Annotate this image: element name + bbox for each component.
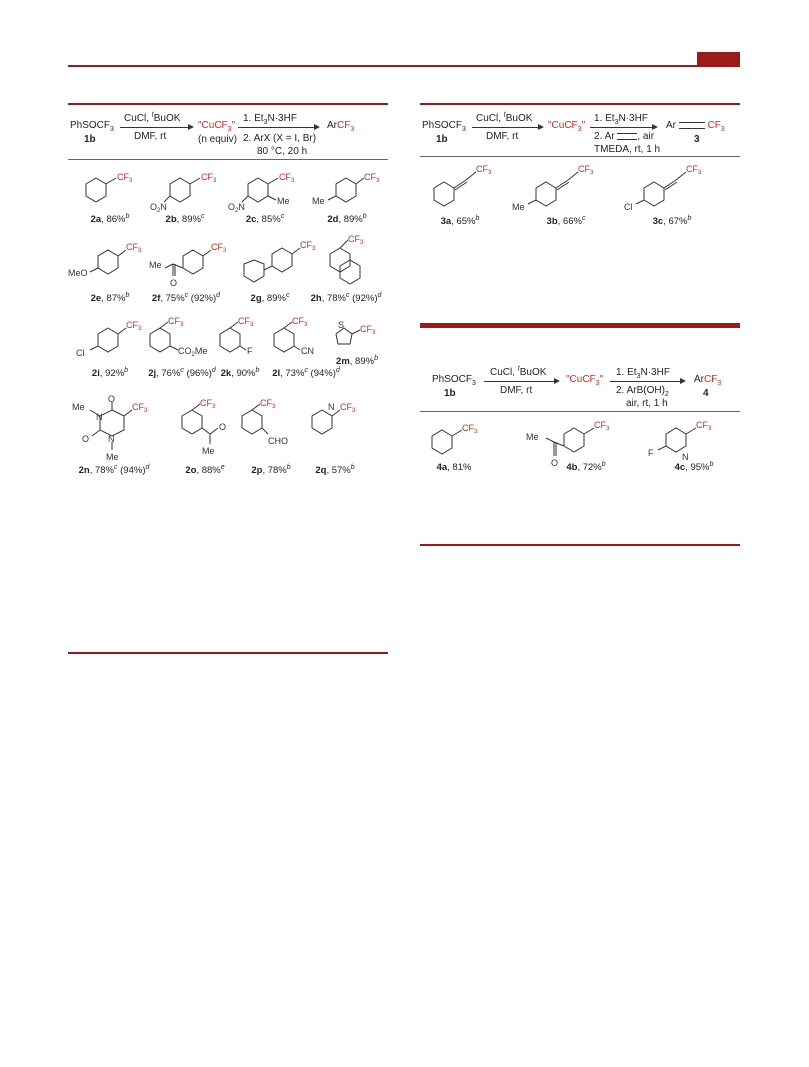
scheme1-step1-conditions: CuCl, $^t$BuOK xyxy=(124,111,181,124)
svg-text:N: N xyxy=(682,452,689,462)
structure-3a xyxy=(428,162,508,212)
scheme1-top-rule xyxy=(68,103,388,105)
scheme3-intermediate: "CuCF$_3$" xyxy=(566,374,604,387)
scheme3-step2-line1: 1. $Et_3N\cdot 3HF$ xyxy=(616,367,670,380)
scheme2-step2-line1: 1. $Et_3N\cdot 3HF$ xyxy=(594,113,648,126)
svg-text:CF3: $CF_3$ xyxy=(360,324,376,336)
scheme2-product: Ar $CF_3$ xyxy=(666,120,725,133)
scheme1-mid-rule xyxy=(68,159,388,160)
scheme1-step2-line1: 1. $Et_3N\cdot 3HF$ xyxy=(243,113,297,126)
scheme3-arrow2 xyxy=(610,381,682,382)
caption-2h: 2h, 78%$^c$ $(92\%)^d$ xyxy=(310,291,382,304)
svg-text:CF3: $CF_3$ xyxy=(126,320,142,332)
svg-text:Me: Me xyxy=(277,196,290,206)
scheme1-step2-line3: 80 °C, 20 h xyxy=(257,146,308,157)
scheme1-arrow1 xyxy=(120,127,190,128)
structure-4c xyxy=(636,416,726,462)
svg-text:CF3: $CF_3$ xyxy=(168,316,184,328)
structure-2e xyxy=(68,238,148,286)
caption-2n: 2n, 78%$^c$ $(94\%)^d$ xyxy=(78,463,150,476)
caption-2b: 2b, 89%$^c$ xyxy=(165,212,205,225)
scheme2-arrow2 xyxy=(590,127,654,128)
scheme2-top-rule xyxy=(420,103,740,105)
svg-text:Cl: Cl xyxy=(76,348,85,358)
scheme2-arrow2-head xyxy=(652,124,658,130)
svg-text:CO2Me: $CO_2Me$ xyxy=(178,346,208,358)
header-tab xyxy=(697,52,740,67)
svg-text:MeO: MeO xyxy=(68,268,88,278)
scheme2-arrow1 xyxy=(472,127,540,128)
caption-2i: 2i, 92%$^b$ xyxy=(91,366,129,379)
svg-text:CF3: $CF_3$ xyxy=(279,172,295,184)
svg-text:CF3: $CF_3$ xyxy=(686,164,702,176)
caption-3c: 3c, 67%$^b$ xyxy=(652,214,692,227)
caption-2f: 2f, 75%$^c$ $(92\%)^d$ xyxy=(151,291,221,304)
scheme3-arrow1-head xyxy=(554,378,560,384)
svg-text:Me: Me xyxy=(106,452,119,462)
structure-3b xyxy=(510,162,600,214)
structure-2m xyxy=(330,316,390,356)
caption-2l: 2l, 73%$^c$ $(94\%)^d$ xyxy=(272,366,340,379)
scheme2-step1-solvent: DMF, rt xyxy=(486,131,519,142)
svg-text:F: F xyxy=(648,448,654,458)
svg-text:CF3: $CF_3$ xyxy=(300,240,316,252)
scheme3-step1-conditions: CuCl, $^t$BuOK xyxy=(490,365,547,378)
structure-3c xyxy=(618,162,708,214)
structure-2a xyxy=(82,168,142,212)
structure-2b xyxy=(150,168,220,212)
svg-text:CF3: $CF_3$ xyxy=(201,172,217,184)
scheme3-reagent-id: 1b xyxy=(444,388,456,399)
scheme2-product-id: 3 xyxy=(694,134,700,145)
svg-text:Me: Me xyxy=(72,402,85,412)
svg-text:O2N: $O_2N$ xyxy=(150,202,167,214)
structure-2c xyxy=(228,168,303,212)
svg-text:CF3: $CF_3$ xyxy=(578,164,594,176)
scheme1-step2-line2: 2. ArX (X = I, Br) xyxy=(243,133,317,144)
caption-3a: 3a, 65%$^b$ xyxy=(440,214,480,227)
scheme3-bottom-rule xyxy=(420,544,740,546)
structure-2f xyxy=(145,238,230,290)
caption-2o: 2o, 88%$^e$ xyxy=(185,463,225,476)
svg-text:CF3: $CF_3$ xyxy=(476,164,492,176)
caption-2q: 2q, 57%$^b$ xyxy=(315,463,355,476)
caption-2m: 2m, 89%$^b$ xyxy=(336,354,378,367)
caption-2c: 2c, 85%$^c$ xyxy=(245,212,285,225)
structure-2p xyxy=(232,396,302,458)
svg-text:CF3: $CF_3$ xyxy=(238,316,254,328)
svg-text:O: O xyxy=(551,458,559,468)
svg-text:Me: Me xyxy=(312,196,325,206)
svg-text:CF3: $CF_3$ xyxy=(696,420,712,432)
scheme3-product-id: 4 xyxy=(703,388,709,399)
scheme2-step1-conditions: CuCl, $^t$BuOK xyxy=(476,111,533,124)
svg-text:CF3: $CF_3$ xyxy=(292,316,308,328)
svg-text:O: O xyxy=(108,394,116,404)
scheme1-product: ArCF$_3$ xyxy=(327,120,355,133)
svg-text:Cl: Cl xyxy=(624,202,633,212)
caption-2d: 2d, 89%$^b$ xyxy=(327,212,367,225)
svg-text:CF3: $CF_3$ xyxy=(211,242,227,254)
structure-2k xyxy=(212,316,272,364)
svg-text:N: N xyxy=(328,402,335,412)
svg-text:CF3: $CF_3$ xyxy=(348,234,364,246)
scheme1-bottom-rule xyxy=(68,652,388,654)
scheme3-step2-line3: air, rt, 1 h xyxy=(626,398,668,409)
caption-2a: 2a, 86%$^b$ xyxy=(90,212,130,225)
scheme2-intermediate: "CuCF$_3$" xyxy=(548,120,586,133)
svg-text:Me: Me xyxy=(512,202,525,212)
structure-2j xyxy=(140,316,220,364)
scheme3-arrow2-head xyxy=(680,378,686,384)
scheme3-step1-solvent: DMF, rt xyxy=(500,385,533,396)
scheme1-arrow2-head xyxy=(314,124,320,130)
svg-text:CF3: $CF_3$ xyxy=(594,420,610,432)
svg-text:CF3: $CF_3$ xyxy=(340,402,356,414)
scheme2-mid-rule xyxy=(420,156,740,157)
svg-text:O: O xyxy=(170,278,178,288)
svg-text:O: O xyxy=(219,422,227,432)
svg-text:N: N xyxy=(108,434,115,444)
scheme3-reagent: PhSOCF$_3$ xyxy=(432,374,476,387)
svg-text:CF3: $CF_3$ xyxy=(364,172,380,184)
svg-text:Me: Me xyxy=(149,260,162,270)
svg-text:CN: CN xyxy=(301,346,314,356)
svg-text:N: N xyxy=(96,412,103,422)
scheme1-arrow2 xyxy=(238,127,316,128)
scheme3-arrow1 xyxy=(484,381,556,382)
scheme1-step1-solvent: DMF, rt xyxy=(134,131,167,142)
caption-2k: 2k, 90%$^b$ xyxy=(220,366,260,379)
structure-2q xyxy=(302,396,372,446)
structure-2n xyxy=(72,396,162,466)
svg-text:Me: Me xyxy=(202,446,215,456)
svg-text:Me: Me xyxy=(526,432,539,442)
caption-2j: 2j, 76%$^c$ $(96\%)^d$ xyxy=(148,366,216,379)
caption-2p: 2p, 78%$^b$ xyxy=(251,463,291,476)
caption-4c: 4c, 95%$^b$ xyxy=(674,460,714,473)
svg-text:CF3: $CF_3$ xyxy=(200,398,216,410)
structure-2g xyxy=(232,236,317,288)
svg-text:O: O xyxy=(82,434,90,444)
scheme2-reagent-id: 1b xyxy=(436,134,448,145)
scheme1-reagent-id: 1b xyxy=(84,134,96,145)
scheme1-arrow1-head xyxy=(188,124,194,130)
scheme3-mid-rule xyxy=(420,411,740,412)
caption-2e: 2e, 87%$^b$ xyxy=(90,291,130,304)
svg-text:CF3: $CF_3$ xyxy=(132,402,148,414)
svg-text:CF3: $CF_3$ xyxy=(117,172,133,184)
caption-2g: 2g, 89%$^c$ xyxy=(250,291,290,304)
structure-4a xyxy=(426,418,496,464)
svg-text:F: F xyxy=(247,346,253,356)
scheme1-reagent: PhSOCF$_3$ xyxy=(70,120,114,133)
svg-text:CF3: $CF_3$ xyxy=(462,423,478,435)
svg-text:CF3: $CF_3$ xyxy=(126,242,142,254)
scheme2-reagent: PhSOCF$_3$ xyxy=(422,120,466,133)
svg-text:S: S xyxy=(338,320,345,330)
caption-3b: 3b, 66%$^c$ xyxy=(546,214,586,227)
header-rule xyxy=(68,65,740,67)
scheme2-step2-line2: 2. Ar , air xyxy=(594,131,655,142)
scheme3-step2-line2: 2. $ArB(OH)_2$ xyxy=(616,385,669,398)
svg-text:O2N: $O_2N$ xyxy=(228,202,245,214)
scheme2-bottom-rule xyxy=(420,323,740,328)
svg-text:CF3: $CF_3$ xyxy=(260,398,276,410)
scheme2-step2-line3: TMEDA, rt, 1 h xyxy=(594,144,661,155)
structure-2d xyxy=(310,168,385,212)
scheme1-intermediate: "CuCF$_3$" xyxy=(198,120,236,133)
structure-2h xyxy=(318,236,388,288)
caption-4a: 4a, 81% xyxy=(436,462,472,473)
caption-4b: 4b, 72%$^b$ xyxy=(566,460,606,473)
svg-text:CHO: CHO xyxy=(268,436,288,446)
scheme1-intermediate-note: (n equiv) xyxy=(198,134,237,145)
scheme2-arrow1-head xyxy=(538,124,544,130)
scheme3-product: ArCF$_3$ xyxy=(694,374,722,387)
structure-2i xyxy=(68,316,148,364)
